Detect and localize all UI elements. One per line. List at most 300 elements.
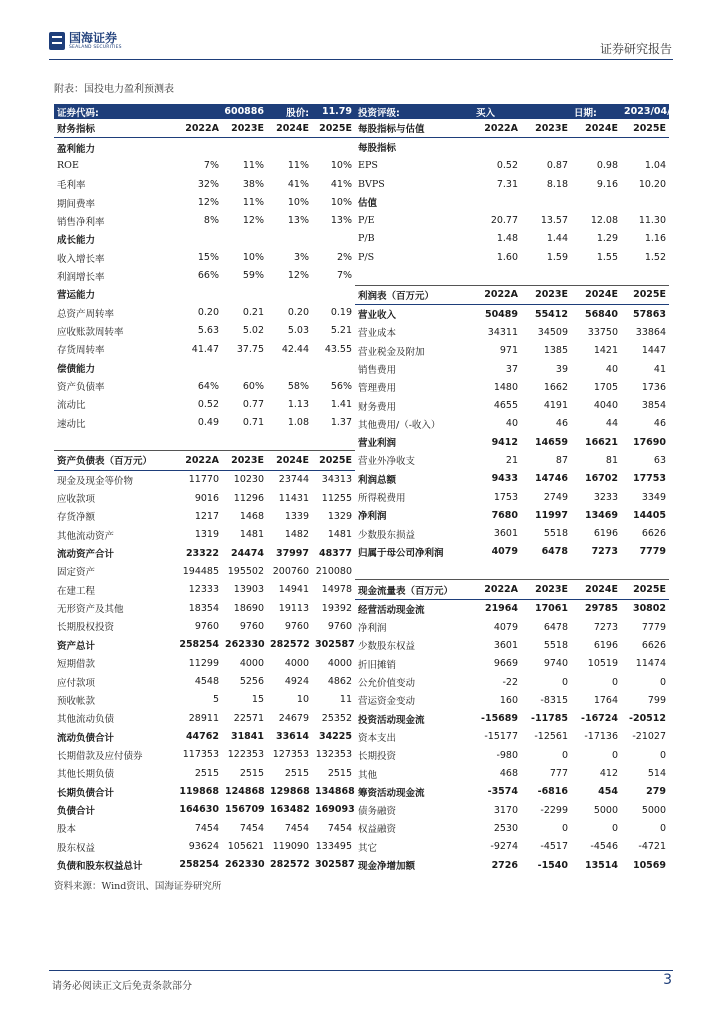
row-label: 债务融资 [358,806,397,818]
row-label [355,266,473,285]
row-label: 每股指标 [358,143,397,155]
row-label: P/E [358,215,375,227]
row-label: 归属于母公司净利润 [358,547,444,559]
right-table [355,104,684,874]
row-label: 权益融资 [358,824,397,836]
row-label: 其他流动负债 [57,714,115,726]
cell-value: 12% [242,215,265,227]
row-label: 营运资金变动 [358,696,416,708]
cell-value: -22 [502,676,519,688]
table-row [355,451,669,469]
price-label: 股价: [267,104,312,119]
cell-value: 262330 [225,639,265,651]
cell-value: 7273 [593,621,619,633]
cell-value [312,432,355,451]
cell-value [312,230,355,248]
cell-value: 56% [330,380,353,392]
cell-value: 2024E [267,451,312,470]
logo-icon [49,32,65,50]
row-label: BVPS [358,178,385,190]
row-label: 其他流动资产 [57,530,115,542]
section-row [54,230,355,248]
header-divider [49,59,673,60]
cell-value: 2023E [222,119,267,138]
table-row [355,175,669,193]
cell-value [267,138,312,157]
cell-value: 2025E [312,451,355,470]
cell-value: 6196 [593,528,619,540]
cell-value: 93624 [188,841,219,853]
cell-value: -3574 [487,786,519,798]
cell-value: 799 [647,694,667,706]
column-header-row [54,119,355,138]
cell-value: 5.03 [287,325,310,337]
row-label: 销售费用 [358,365,397,376]
cell-value: 60% [242,380,265,392]
cell-value [571,138,621,157]
cell-value: 1481 [239,529,265,541]
cell-value: 11% [242,197,265,209]
cell-value: 14941 [278,584,310,596]
cell-value: 87 [555,454,569,466]
footer-divider [49,970,673,971]
forecast-tables [54,104,684,874]
cell-value: 40 [605,363,619,375]
cell-value: 14405 [632,509,667,521]
cell-value: 9760 [327,620,353,632]
cell-value: 2515 [327,767,353,779]
cell-value [222,230,267,248]
cell-value: 0 [561,749,569,761]
cell-value: 6626 [641,639,667,651]
cell-value: 81 [605,454,619,466]
table-row [355,230,669,248]
row-label: 每股指标与估值 [355,119,473,138]
cell-value: 11296 [233,492,265,504]
cell-value: 11% [287,160,310,172]
table-row [355,470,669,488]
cell-value: 7.31 [496,178,519,190]
price-value: 11.79 [312,104,355,119]
row-label: 收入增长率 [57,253,105,265]
cell-value: 9412 [491,436,519,448]
row-label: EPS [358,160,378,172]
cell-value: 41 [653,363,667,375]
table-row [355,543,669,561]
row-label: 净利润 [358,511,387,523]
cell-value: 34313 [321,474,353,486]
row-label: 折旧摊销 [358,659,397,671]
section-row [355,138,669,157]
table-row [54,212,355,230]
cell-value: 2025E [621,580,669,599]
cell-value: 3349 [641,491,667,503]
cell-value: 39 [555,363,569,375]
cell-value: 2022A [473,285,521,304]
row-label: 营业外净收支 [358,456,416,468]
cell-value: 2024E [571,580,621,599]
cell-value: 5000 [641,804,667,816]
table-row [54,727,355,745]
cell-value: 11299 [188,657,219,669]
cell-value: 16702 [584,473,619,485]
cell-value: 59% [242,270,265,282]
cell-value [222,359,267,377]
row-label: 管理费用 [358,383,397,395]
cell-value [521,561,571,580]
row-label: 资产负债表（百万元） [54,451,175,470]
cell-value: 210080 [315,565,353,577]
cell-value: 24679 [278,712,310,724]
cell-value: 2024E [267,119,312,138]
cell-value: 7454 [194,822,219,834]
cell-value: 11.30 [638,215,667,227]
cell-value: 10% [287,197,310,209]
cell-value: 124868 [225,786,265,798]
row-label: 成长能力 [57,235,96,247]
cell-value: 1339 [284,510,310,522]
cell-value: 7273 [591,546,619,558]
cell-value: 1705 [593,381,619,393]
cell-value: 0 [611,676,619,688]
cell-value: 50489 [484,308,519,320]
cell-value: -1540 [537,859,569,871]
cell-value: 1.55 [596,251,619,263]
cell-value: -20512 [629,713,667,725]
cell-value: -6816 [537,786,569,798]
table-row [54,248,355,266]
row-label: 营运能力 [57,290,96,302]
cell-value: 3854 [641,400,667,412]
cell-value: 2023E [222,451,267,470]
cell-value: 33864 [635,326,667,338]
cell-value: 1.16 [644,233,667,245]
cell-value: -15177 [484,731,519,743]
row-label: 流动比 [57,400,86,412]
table-row [54,470,355,489]
row-label: 营业成本 [358,328,397,340]
cell-value: 3233 [593,491,619,503]
cell-value: 1.44 [546,233,569,245]
cell-value: 11% [242,160,265,172]
row-label: 资本支出 [358,732,397,744]
cell-value [521,266,571,285]
column-header-row [355,580,669,599]
row-label: 营业收入 [358,310,397,322]
table-row [54,526,355,544]
cell-value: 164630 [179,804,219,816]
cell-value: 7% [203,160,219,172]
row-label: 估值 [358,198,378,210]
table-row [54,709,355,727]
cell-value: -8315 [540,694,569,706]
cell-value: 133495 [315,841,353,853]
row-label: 现金及现金等价物 [57,475,134,487]
table-row [355,248,669,266]
row-label: 无形资产及其他 [57,604,124,616]
row-label: 资产负债率 [57,382,105,394]
table-row [54,340,355,358]
cell-value: 43.55 [324,343,353,355]
cell-value: 46 [653,418,667,430]
cell-value: 4191 [543,400,569,412]
cell-value: 18354 [188,602,219,614]
row-label: 总资产周转率 [57,308,115,320]
table-row [355,525,669,543]
cell-value: 119868 [179,786,219,798]
table-row [54,837,355,855]
table-row [54,267,355,285]
cell-value: 13469 [584,509,619,521]
cell-value [222,432,267,451]
cell-value [473,193,521,211]
row-label: 长期股权投资 [57,622,115,634]
row-label: 偿债能力 [57,363,96,375]
row-label: 长期负债合计 [57,787,115,799]
table-row [355,710,669,728]
table-row [54,193,355,211]
cell-value: 31841 [230,731,265,743]
cell-value: 1.29 [596,233,619,245]
table-row [355,211,669,229]
row-label: 少数股东权益 [358,641,416,653]
table-row [54,544,355,562]
cell-value: 302587 [315,859,355,871]
cell-value [175,285,222,303]
table-row [54,507,355,525]
table-row [355,342,669,360]
row-label: 长期借款及应付债券 [57,750,143,762]
cell-value: 9760 [239,620,265,632]
column-header-row [355,285,669,304]
cell-value: 5.63 [197,325,219,337]
cell-value [312,359,355,377]
table-row [355,433,669,451]
cell-value: 2515 [239,767,265,779]
table-row [54,746,355,764]
table-row [355,599,669,618]
cell-value [521,193,571,211]
rating-value: 买入 [473,104,521,119]
cell-value: 1421 [593,345,619,357]
cell-value: 6478 [541,546,569,558]
row-label: 少数股东损益 [358,529,416,541]
row-label: 负债和股东权益总计 [57,860,143,872]
table-row [54,856,355,874]
table-row [355,673,669,691]
cell-value: 971 [499,345,519,357]
cell-value: -4546 [590,841,619,853]
cell-value: 6196 [593,639,619,651]
cell-value: 29785 [584,603,619,615]
cell-value: 1764 [593,694,619,706]
row-label: ROE [57,160,79,172]
row-label: 其它 [358,842,378,854]
cell-value: -17136 [584,731,619,743]
cell-value: 6478 [543,621,569,633]
cell-value: 12333 [188,584,219,596]
cell-value: 37997 [275,547,310,559]
table-row [54,414,355,432]
cell-value: 1217 [194,510,219,522]
cell-value: -16724 [581,713,619,725]
cell-value: 18690 [233,602,265,614]
cell-value: 21 [505,454,519,466]
cell-value: 194485 [182,565,219,577]
cell-value: 10230 [233,474,265,486]
cell-value: 169093 [315,804,355,816]
row-label: 短期借款 [57,659,96,671]
cell-value: 42.44 [281,343,310,355]
cell-value: 7680 [491,509,519,521]
cell-value: 2515 [284,767,310,779]
cell-value: 3% [293,252,310,264]
table-row [54,562,355,580]
cell-value: 1753 [493,491,519,503]
rating-label: 投资评级: [355,104,473,119]
cell-value [267,432,312,451]
row-label: 盈利能力 [57,143,96,155]
row-label: 利润表（百万元） [355,285,473,304]
table-row [355,746,669,764]
cell-value: 56840 [584,308,619,320]
table-row [54,157,355,175]
brand-logo [49,30,129,52]
cell-value: 11255 [321,492,353,504]
cell-value: 30802 [632,603,667,615]
table-row [355,856,669,874]
cell-value [175,432,222,451]
cell-value: 5.02 [242,325,265,337]
cell-value: 0.87 [546,160,569,172]
table-row [54,819,355,837]
cell-value: 1.59 [546,251,569,263]
cell-value: 0.52 [496,160,519,172]
cell-value: 12% [287,270,310,282]
cell-value: -4721 [638,841,667,853]
cell-value: 200760 [272,565,310,577]
cell-value: 5000 [593,804,619,816]
cell-value: 1481 [327,529,353,541]
cell-value: 2515 [194,767,219,779]
section-row [355,193,669,211]
table-row [355,506,669,524]
table-row [54,581,355,599]
cell-value: 41% [287,178,310,190]
cell-value: 32% [197,178,219,190]
cell-value: 105621 [227,841,265,853]
cell-value: 0.77 [242,398,265,410]
table-row [54,654,355,672]
cell-value: 119090 [272,841,310,853]
cell-value: -21027 [632,731,667,743]
top-bar-left [54,104,355,119]
cell-value: 44762 [185,731,219,743]
disclaimer-note: 请务必阅读正文后免责条款部分 [52,981,192,992]
table-row [355,636,669,654]
row-label: 流动负债合计 [57,732,115,744]
table-row [54,377,355,395]
cell-value: 1.08 [287,417,310,429]
cell-value: 9760 [284,620,310,632]
cell-value: 17061 [534,603,569,615]
cell-value: 2024E [571,119,621,138]
row-label: 其他 [358,769,378,781]
cell-value: 15% [197,252,219,264]
table-row [54,175,355,193]
cell-value: -2299 [540,804,569,816]
cell-value: 55412 [534,308,569,320]
row-label: 期间费率 [57,198,96,210]
table-row [355,801,669,819]
cell-value: 1736 [641,381,667,393]
table-row [355,561,669,580]
table-row [54,322,355,340]
report-type: 证券研究报告 [599,42,672,56]
cell-value: 19392 [321,602,353,614]
cell-value: 10519 [587,658,619,670]
cell-value: 1482 [284,529,310,541]
row-label [355,561,473,580]
table-row [54,489,355,507]
cell-value: 10% [330,160,353,172]
row-label: 速动比 [57,418,86,430]
cell-value: 0.21 [242,307,265,319]
row-label: 在建工程 [57,585,96,597]
table-row [355,783,669,801]
table-row [54,782,355,800]
cell-value: 33614 [275,731,310,743]
cell-value: 2025E [621,285,669,304]
table-row [355,304,669,323]
cell-value: 454 [598,786,619,798]
cell-value: 5 [212,694,219,706]
left-table [54,104,355,874]
cell-value: -9274 [490,841,519,853]
cell-value: 1480 [493,381,519,393]
cell-value: 160 [499,694,519,706]
row-label: 所得税费用 [358,493,406,505]
row-label: 其他长期负债 [57,769,115,781]
cell-value: 1.41 [330,398,353,410]
cell-value [312,138,355,157]
cell-value [473,561,521,580]
cell-value: 4548 [194,676,219,688]
cell-value [621,266,669,285]
cell-value: 2022A [473,119,521,138]
row-label: 固定资产 [57,567,96,579]
cell-value: 0.20 [287,307,310,319]
date-value: 2023/04/28 [621,104,669,119]
cell-value: 10.20 [638,178,667,190]
cell-value: 11474 [635,658,667,670]
cell-value: 4000 [239,657,265,669]
cell-value: 37 [505,363,519,375]
row-label: 存货周转率 [57,345,105,357]
cell-value [571,561,621,580]
cell-value: 2022A [473,580,521,599]
row-label: 经营活动现金流 [358,604,425,616]
cell-value: 0.49 [197,417,219,429]
logo-name: 国海证券 [69,30,118,45]
cell-value: 1468 [239,510,265,522]
table-row [355,378,669,396]
cell-value: 14978 [321,584,353,596]
cell-value [267,359,312,377]
row-label: 负债合计 [57,805,96,817]
table-row [54,599,355,617]
cell-value: 5518 [543,639,569,651]
